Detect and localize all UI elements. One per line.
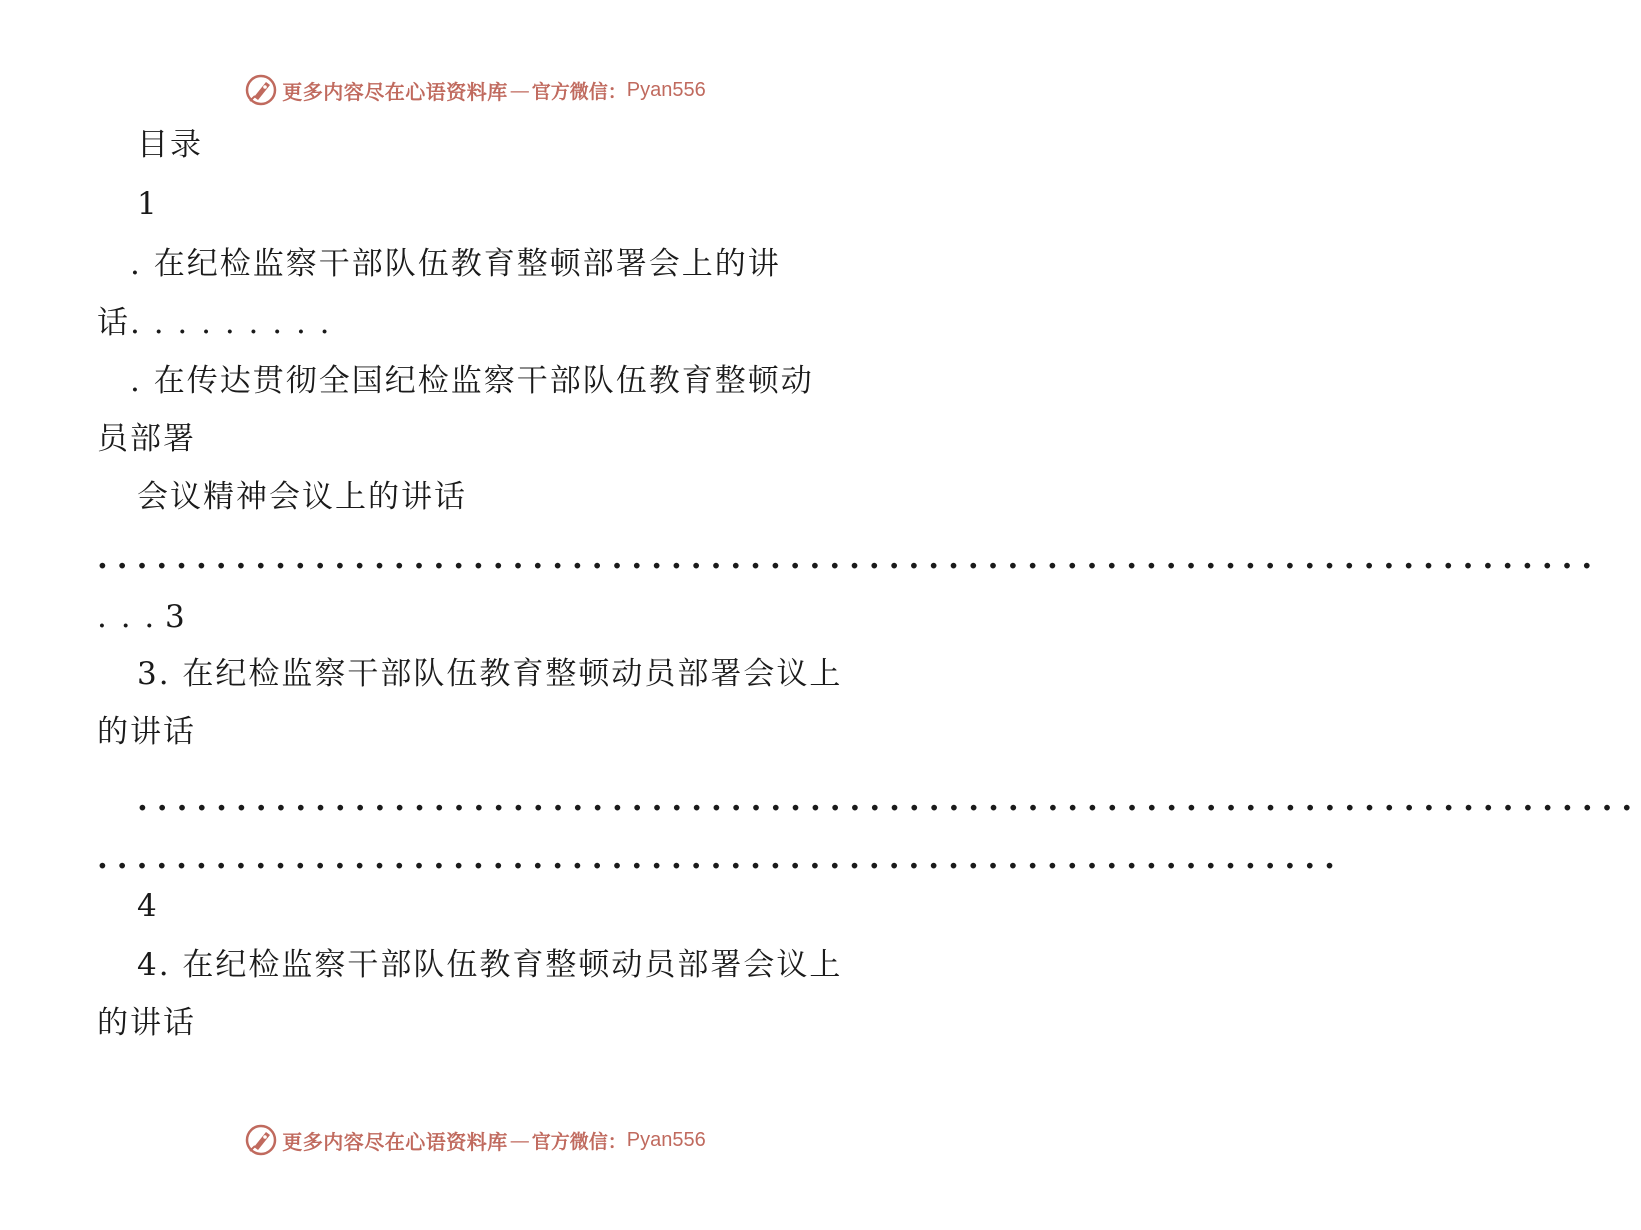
toc-entry-2-line-3: 会议精神会议上的讲话 — [137, 479, 467, 515]
header-banner — [0, 70, 950, 110]
toc-leader-dots: ............................................................................ — [137, 782, 1641, 818]
toc-entry-3-line-1: 3. 在纪检监察干部队伍教育整顿动员部署会议上 — [137, 656, 843, 692]
banner-text: 更多内容尽在心语资料库 — [282, 79, 508, 104]
banner-text: 更多内容尽在心语资料库 — [282, 1129, 508, 1154]
toc-number: 1 — [137, 186, 159, 222]
banner-wechat-label: 官方微信： — [531, 1130, 627, 1153]
banner-separator: — — [509, 1128, 530, 1152]
banner-separator: — — [509, 78, 530, 102]
toc-leader-dots: ............................................................................ — [97, 540, 1602, 576]
banner-wechat-id: Pyan556 — [626, 78, 706, 101]
toc-leader-dots-end: . . . — [97, 599, 157, 635]
toc-page-number: 3 — [165, 599, 187, 635]
banner-wechat-id: Pyan556 — [626, 1128, 706, 1151]
toc-entry-4-line-2: 的讲话 — [97, 1005, 196, 1041]
toc-entry-4-line-1: 4. 在纪检监察干部队伍教育整顿动员部署会议上 — [137, 947, 843, 983]
toc-leader-dots: ............................................................... — [97, 840, 1344, 876]
toc-title: 目录 — [137, 127, 203, 163]
toc-entry-3-line-2: 的讲话 — [97, 714, 196, 750]
toc-entry-1-line-1: . 在纪检监察干部队伍教育整顿部署会上的讲 — [130, 246, 781, 282]
toc-page-number: 4 — [137, 888, 159, 924]
footer-banner — [0, 1120, 950, 1160]
toc-entry-2-line-1: . 在传达贯彻全国纪检监察干部队伍教育整顿动 — [130, 363, 814, 399]
pen-nib-logo-icon — [244, 1123, 278, 1157]
banner-wechat-label: 官方微信： — [531, 80, 627, 103]
toc-entry-2-line-2: 员部署 — [97, 421, 196, 457]
pen-nib-logo-icon — [244, 73, 278, 107]
toc-entry-1-line-2: 话. . . . . . . . . — [97, 305, 332, 341]
